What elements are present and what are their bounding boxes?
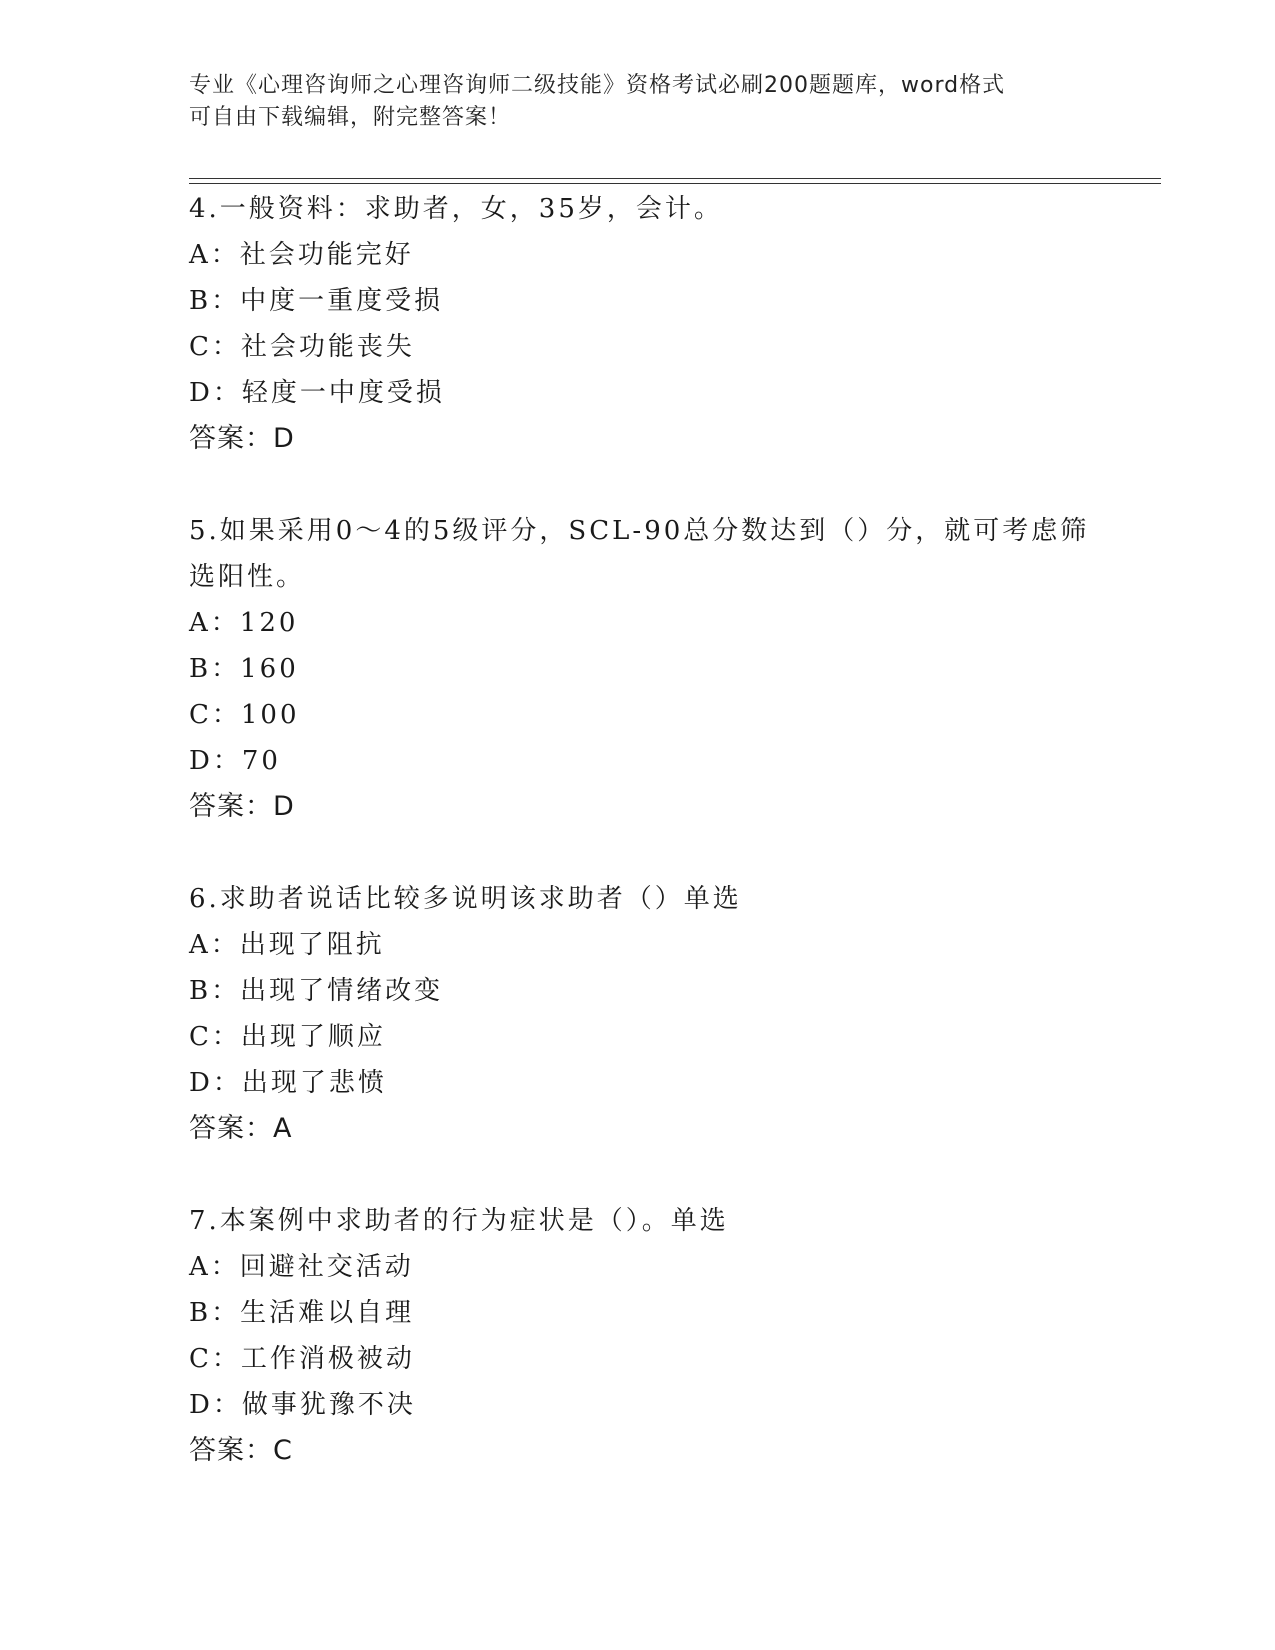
option-c: C：出现了顺应 — [189, 1022, 386, 1052]
question-6 — [189, 876, 1089, 1152]
answer: 答案：C — [189, 1435, 293, 1466]
header-line-2: 可自由下载编辑，附完整答案！ — [189, 105, 512, 130]
header-divider-top — [189, 178, 1161, 179]
question-4 — [189, 186, 1089, 462]
option-d: D：做事犹豫不决 — [189, 1390, 416, 1420]
header-line-1: 专业《心理咨询师之心理咨询师二级技能》资格考试必刷200题题库，word格式 — [189, 73, 1006, 98]
question-5 — [189, 508, 1089, 830]
question-stem: 4.一般资料：求助者，女，35岁，会计。 — [189, 194, 723, 224]
option-b: B：出现了情绪改变 — [189, 976, 444, 1006]
answer: 答案：D — [189, 423, 295, 454]
answer: 答案：A — [189, 1113, 293, 1144]
option-a: A：出现了阻抗 — [189, 930, 385, 960]
option-d: D：出现了悲愤 — [189, 1068, 387, 1098]
document-header — [189, 70, 1089, 134]
question-stem: 6.求助者说话比较多说明该求助者（）单选 — [189, 884, 742, 914]
answer: 答案：D — [189, 791, 295, 822]
question-7 — [189, 1198, 1089, 1474]
option-b: B：中度一重度受损 — [189, 286, 444, 316]
option-a: A：社会功能完好 — [189, 240, 414, 270]
question-stem: 5.如果采用0～4的5级评分，SCL-90总分数达到（）分，就可考虑筛 — [189, 516, 1090, 546]
option-b: B：160 — [189, 654, 299, 684]
option-d: D：70 — [189, 746, 281, 776]
option-c: C：工作消极被动 — [189, 1344, 415, 1374]
option-d: D：轻度一中度受损 — [189, 378, 445, 408]
option-c: C：社会功能丧失 — [189, 332, 415, 362]
option-c: C：100 — [189, 700, 300, 730]
question-stem-continuation: 选阳性。 — [189, 562, 306, 592]
header-divider-bottom — [189, 183, 1161, 184]
option-a: A：120 — [189, 608, 299, 638]
option-a: A：回避社交活动 — [189, 1252, 414, 1282]
option-b: B：生活难以自理 — [189, 1298, 415, 1328]
question-stem: 7.本案例中求助者的行为症状是（）。单选 — [189, 1206, 729, 1236]
